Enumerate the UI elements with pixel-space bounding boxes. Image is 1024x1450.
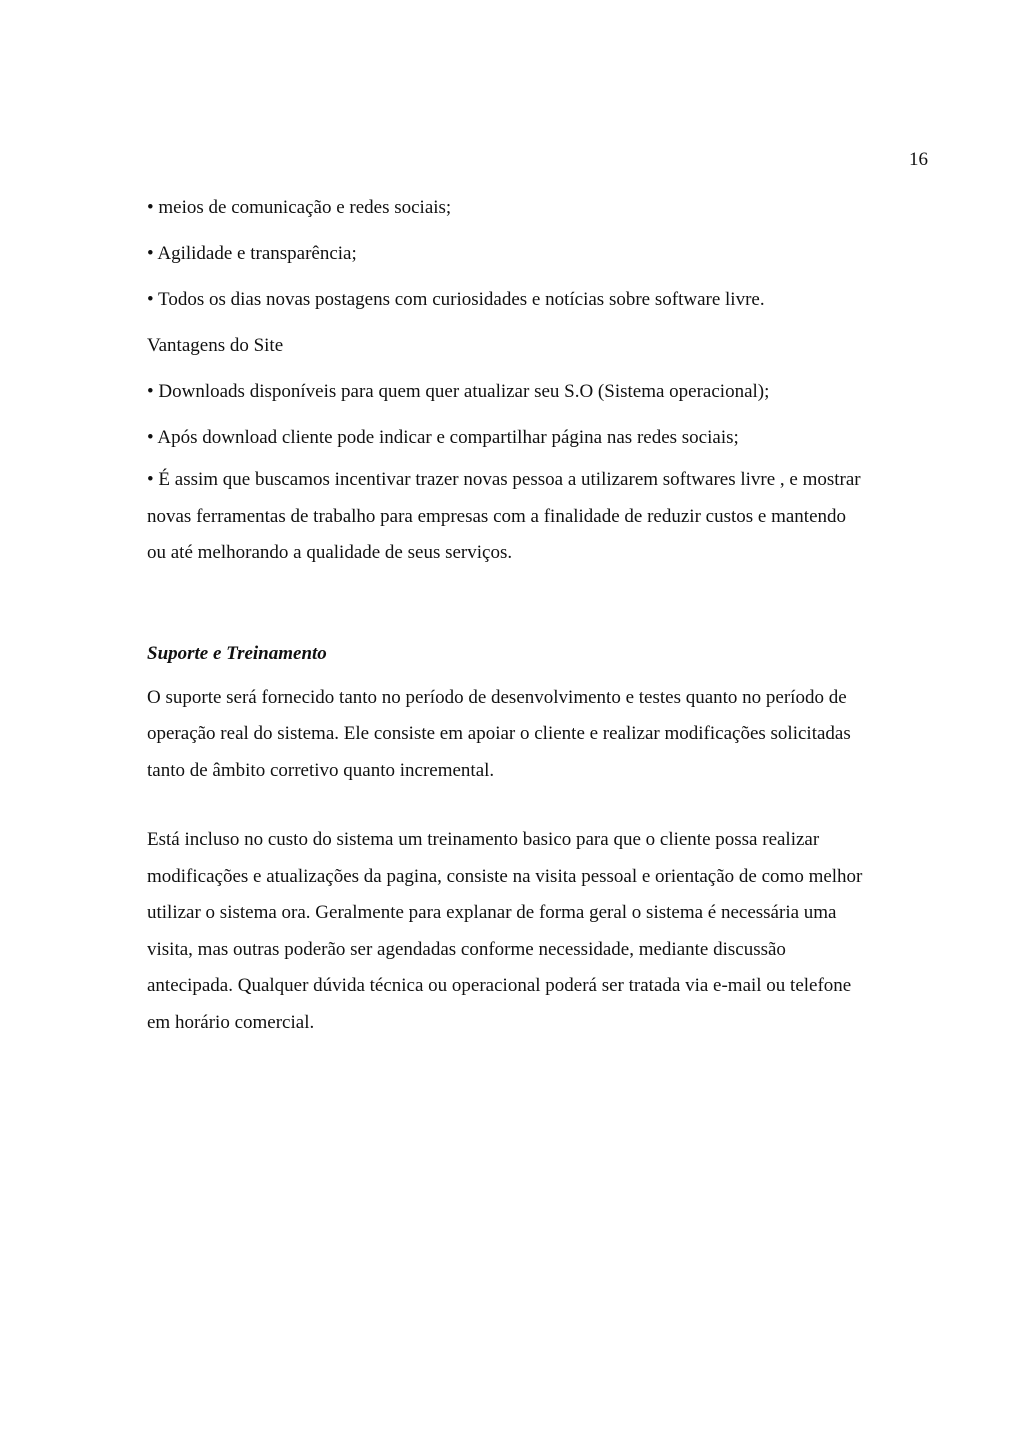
vantagens-heading: Vantagens do Site bbox=[147, 335, 284, 356]
bullet-item: • Após download cliente pode indicar e compartilhar página nas redes sociais; bbox=[147, 427, 739, 448]
bullet-item: • Todos os dias novas postagens com curiosidades e notícias sobre software livre. bbox=[147, 289, 765, 310]
bullet-item: • Agilidade e transparência; bbox=[147, 243, 357, 264]
page-content bbox=[147, 194, 932, 1041]
text-line: antecipada. Qualquer dúvida técnica ou operacional poderá ser tratada via e-mail ou telefone bbox=[147, 975, 852, 996]
text-line: ou até melhorando a qualidade de seus serviços. bbox=[147, 542, 513, 563]
text-line: O suporte será fornecido tanto no período de desenvolvimento e testes quanto no período de bbox=[147, 686, 847, 708]
text-line: novas ferramentas de trabalho para empresas com a finalidade de reduzir custos e mantendo bbox=[147, 505, 847, 527]
bullet-item: • Downloads disponíveis para quem quer atualizar seu S.O (Sistema operacional); bbox=[147, 381, 770, 402]
text-line: • É assim que buscamos incentivar trazer novas pessoa a utilizarem softwares livre , e mostrar bbox=[147, 469, 861, 490]
bullet-item: • meios de comunicação e redes sociais; bbox=[147, 197, 452, 218]
text-line: utilizar o sistema ora. Geralmente para explanar de forma geral o sistema é necessária uma bbox=[147, 902, 837, 923]
paragraph bbox=[147, 822, 932, 1041]
bullet-paragraph bbox=[147, 462, 932, 572]
page-number: 16 bbox=[909, 149, 928, 170]
text-line: operação real do sistema. Ele consiste em apoiar o cliente e realizar modificações solicitadas bbox=[147, 723, 851, 744]
text-line: modificações e atualizações da pagina, consiste na visita pessoal e orientação de como melhor bbox=[147, 865, 863, 887]
text-line: visita, mas outras poderão ser agendadas conforme necessidade, mediante discussão bbox=[147, 938, 786, 960]
text-line: tanto de âmbito corretivo quanto incremental. bbox=[147, 759, 495, 781]
text-line: em horário comercial. bbox=[147, 1011, 315, 1033]
paragraph bbox=[147, 680, 932, 790]
text-line: Está incluso no custo do sistema um treinamento basico para que o cliente possa realizar bbox=[147, 829, 820, 850]
section-heading: Suporte e Treinamento bbox=[147, 642, 327, 664]
